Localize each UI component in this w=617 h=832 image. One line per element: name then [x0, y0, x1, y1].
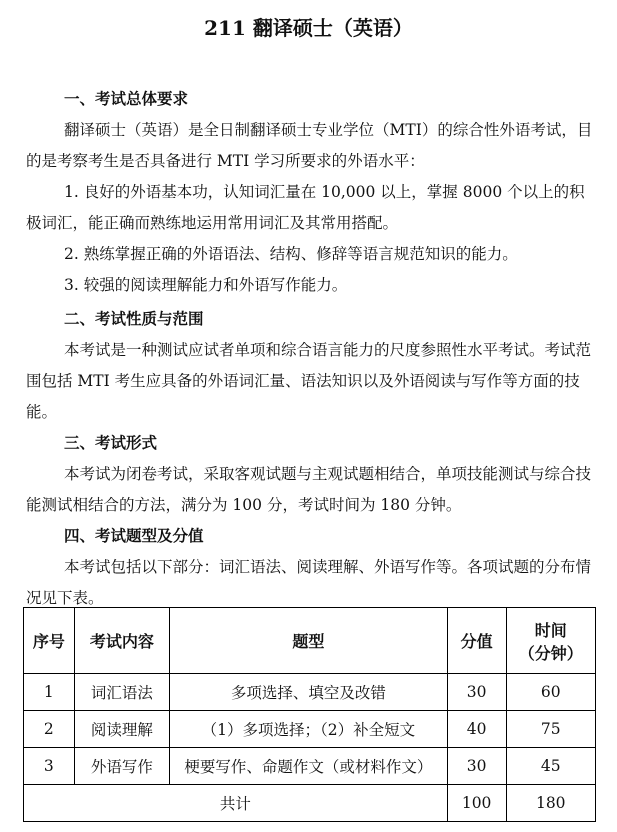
- total-label: 共计: [24, 785, 448, 822]
- page-title: 211 翻译硕士（英语）: [204, 16, 413, 40]
- table-row: [24, 711, 596, 748]
- row-type: （1）多项选择；（2）补全短文: [169, 711, 447, 748]
- section-heading-2: 二、考试性质与范围: [64, 309, 204, 328]
- section-1-item-3: 3. 较强的阅读理解能力和外语写作能力。: [64, 276, 348, 294]
- header-content: 考试内容: [74, 608, 169, 674]
- section-heading-3: 三、考试形式: [64, 433, 158, 452]
- row-score: 30: [447, 674, 506, 711]
- section-2-body: 本考试是一种测试应试者单项和综合语言能力的尺度参照性水平考试。考试范围包括 MTI 考生应具备的外语词汇量、语法知识以及外语阅读与写作等方面的技能。: [26, 341, 592, 421]
- table-header-row: [24, 608, 596, 674]
- row-type: 梗要写作、命题作文（或材料作文）: [169, 748, 447, 785]
- header-time-line-1: 时间: [534, 620, 567, 640]
- row-content: 外语写作: [74, 748, 169, 785]
- header-time: [506, 608, 596, 674]
- table-total-row: [24, 785, 596, 822]
- row-time: 60: [506, 674, 596, 711]
- row-score: 40: [447, 711, 506, 748]
- total-score: 100: [447, 785, 506, 822]
- section-1-item-1: 1. 良好的外语基本功，认知词汇量在 10,000 以上，掌握 8000 个以上的积极词汇，能正确而熟练地运用常用词汇及其常用搭配。: [26, 183, 585, 232]
- row-type: 多项选择、填空及改错: [169, 674, 447, 711]
- table-row: [24, 748, 596, 785]
- row-no: 3: [24, 748, 75, 785]
- score-table: [23, 607, 596, 822]
- section-1-item-2: 2. 熟练掌握正确的外语语法、结构、修辞等语言规范知识的能力。: [64, 245, 518, 263]
- section-heading-1: 一、考试总体要求: [64, 89, 189, 108]
- total-time: 180: [506, 785, 596, 822]
- row-time: 75: [506, 711, 596, 748]
- row-content: 阅读理解: [74, 711, 169, 748]
- header-score: 分值: [447, 608, 506, 674]
- row-no: 2: [24, 711, 75, 748]
- table-row: [24, 674, 596, 711]
- section-4-body: 本考试包括以下部分：词汇语法、阅读理解、外语写作等。各项试题的分布情况见下表。: [26, 558, 592, 607]
- section-1-intro: 翻译硕士（英语）是全日制翻译硕士专业学位（MTI）的综合性外语考试，目的是考察考生是否具备进行 MTI 学习所要求的外语水平：: [26, 121, 593, 170]
- row-no: 1: [24, 674, 75, 711]
- row-content: 词汇语法: [74, 674, 169, 711]
- section-3-body: 本考试为闭卷考试，采取客观试题与主观试题相结合，单项技能测试与综合技能测试相结合的方法，满分为 100 分，考试时间为 180 分钟。: [26, 465, 592, 514]
- row-time: 45: [506, 748, 596, 785]
- row-score: 30: [447, 748, 506, 785]
- header-time-line-2: （分钟）: [518, 643, 583, 663]
- header-type: 题型: [169, 608, 447, 674]
- section-heading-4: 四、考试题型及分值: [64, 526, 204, 545]
- header-no: 序号: [24, 608, 75, 674]
